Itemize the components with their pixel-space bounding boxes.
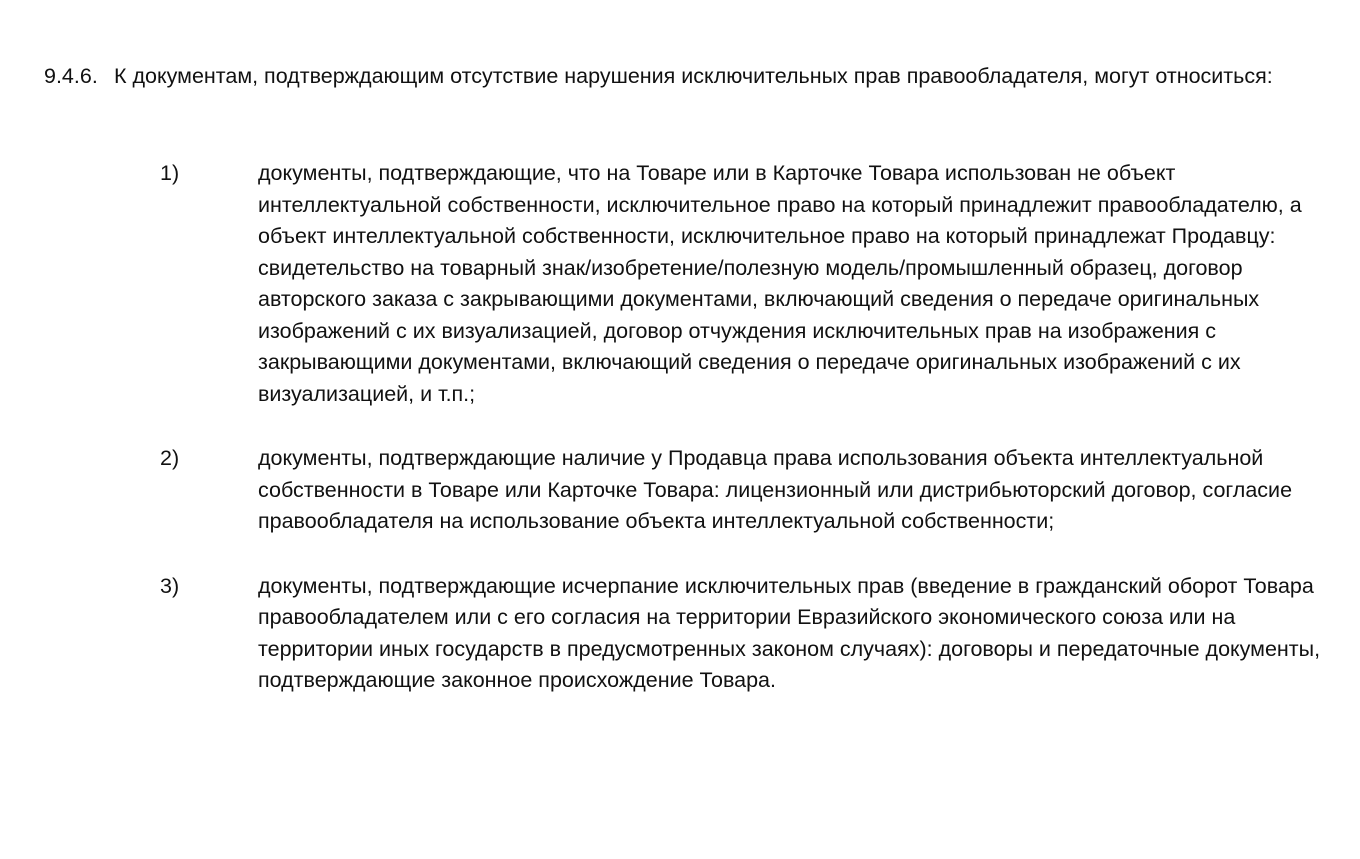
clause-number: 9.4.6. xyxy=(44,64,98,88)
clause-heading xyxy=(44,61,1334,93)
list-item xyxy=(160,158,1330,410)
list-item-marker: 3) xyxy=(160,573,180,598)
list-item xyxy=(160,443,1330,538)
list-item-text: документы, подтверждающие исчерпание исключительных прав (введение в гражданский оборот Товара правообладателем или с его согласия на территории Евразийского экономического союза или на территории иных государств в предусмотренных законом случаях): договоры и передаточные документы, подтверждающие законное происхождение Товара. xyxy=(258,573,1321,692)
clause-9-4-6 xyxy=(44,61,1334,93)
list-item-marker: 1) xyxy=(160,161,180,185)
numbered-list xyxy=(160,158,1330,730)
list-item xyxy=(160,571,1330,697)
list-item-marker: 2) xyxy=(160,446,180,470)
clause-text: К документам, подтверждающим отсутствие нарушения исключительных прав правообладателя, могут относиться: xyxy=(114,64,1273,88)
list-item-text: документы, подтверждающие, что на Товаре или в Карточке Товара использован не объект интеллектуальной собственности, исключительное право на который принадлежит правообладателю, а объект интеллектуальной собственности, исключительное право на который принадлежат Продавцу: свидетельство на товарный знак/изобретение/полезную модель/промышленный образец, договор авторского заказа с закрывающими документами, включающий сведения о передаче оригинальных изображений с их визуализацией, договор отчуждения исключительных прав на изображения с закрывающими документами, включающий сведения о передаче оригинальных изображений с их визуализацией, и т.п.; xyxy=(258,161,1302,406)
list-item-text: документы, подтверждающие наличие у Продавца права использования объекта интеллектуальной собственности в Товаре или Карточке Товара: лицензионный или дистрибьюторский договор, согласие правообладателя на использование объекта интеллектуальной собственности; xyxy=(258,446,1293,533)
